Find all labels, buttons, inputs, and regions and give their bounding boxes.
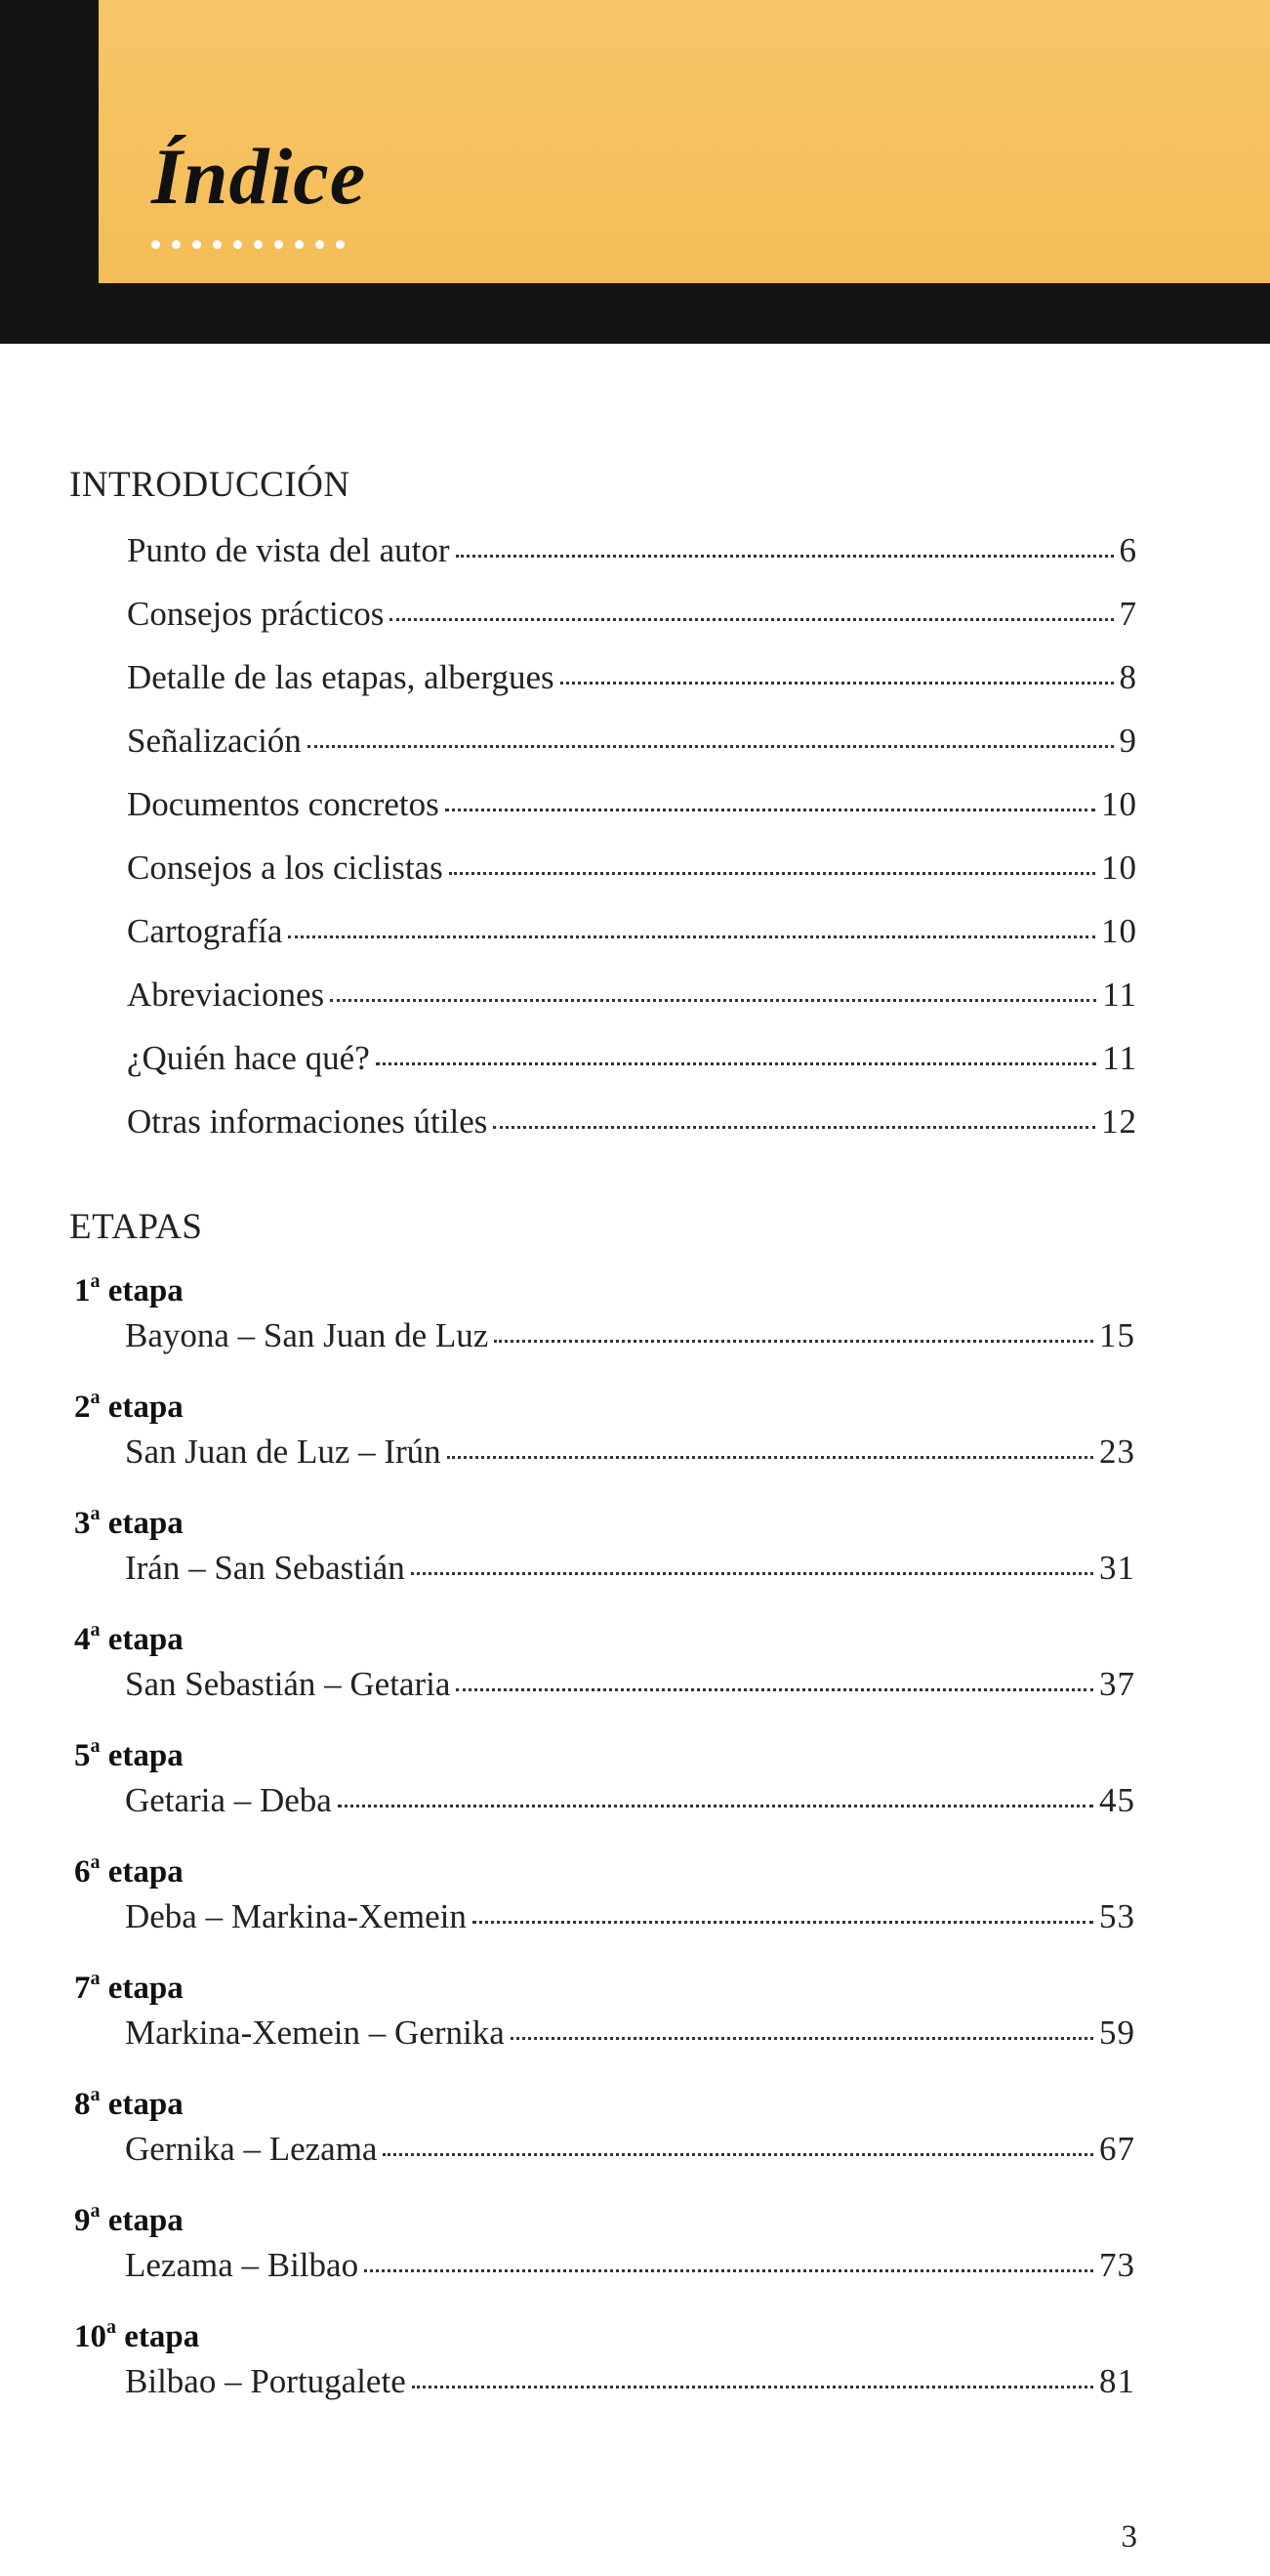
- toc-entry-label: ¿Quién hace qué?: [127, 1039, 370, 1077]
- dot-leader: [364, 2269, 1093, 2272]
- stage-heading: [74, 1504, 184, 1540]
- toc-entry-page: 10: [1101, 785, 1137, 823]
- toc-entry-page: 23: [1099, 1433, 1135, 1471]
- page-title: Índice: [151, 132, 367, 221]
- toc-entry[interactable]: [125, 2015, 1135, 2050]
- stage-route: Bilbao – Portugalete: [125, 2362, 406, 2400]
- stage-number: 10: [74, 2319, 106, 2354]
- stage-heading: [74, 1271, 184, 1308]
- stage-number: 6: [74, 1854, 91, 1890]
- dot-leader: [330, 999, 1096, 1002]
- toc-entry[interactable]: [127, 724, 1137, 758]
- stage-word: etapa: [107, 1854, 184, 1890]
- toc-entry-page: 6: [1119, 531, 1137, 569]
- toc-entry-label: Cartografía: [127, 912, 283, 950]
- stage-heading: [74, 1852, 184, 1889]
- toc-entry-page: 15: [1099, 1316, 1135, 1354]
- toc-entry-label: Consejos a los ciclistas: [127, 849, 443, 887]
- toc-entry[interactable]: [127, 914, 1137, 948]
- toc-entry-page: 11: [1102, 1039, 1137, 1077]
- dot-leader: [411, 1572, 1093, 1575]
- section-heading-introduccion: INTRODUCCIÓN: [69, 465, 350, 505]
- stage-number: 3: [74, 1506, 91, 1541]
- toc-entry[interactable]: [127, 851, 1137, 885]
- toc-entry-label: Detalle de las etapas, albergues: [127, 658, 554, 696]
- stage-word: etapa: [107, 2087, 184, 2122]
- toc-entry[interactable]: [125, 2248, 1135, 2282]
- dot-leader: [456, 555, 1114, 558]
- toc-entry-page: 67: [1099, 2130, 1135, 2168]
- toc-entry[interactable]: [127, 660, 1137, 694]
- stage-heading: [74, 1969, 184, 2005]
- page-number: 3: [1121, 2519, 1137, 2555]
- stage-word: etapa: [107, 1506, 184, 1541]
- stage-word: etapa: [107, 1390, 184, 1425]
- toc-entry-page: 37: [1099, 1665, 1135, 1703]
- stage-number: 2: [74, 1390, 91, 1425]
- toc-entry-page: 59: [1099, 2014, 1135, 2052]
- ordinal-indicator: a: [90, 1735, 101, 1757]
- stage-heading: [74, 1388, 184, 1424]
- toc-entry[interactable]: [125, 1434, 1135, 1469]
- stage-word: etapa: [107, 1622, 184, 1657]
- stage-route: Bayona – San Juan de Luz: [125, 1316, 489, 1354]
- stage-route: Markina-Xemein – Gernika: [125, 2014, 505, 2052]
- toc-entry-page: 8: [1119, 658, 1137, 696]
- stage-number: 1: [74, 1273, 91, 1309]
- stage-route: Irán – San Sebastián: [125, 1549, 405, 1587]
- dot-leader: [449, 872, 1095, 875]
- dot-leader: [445, 809, 1095, 811]
- toc-entry[interactable]: [127, 1104, 1137, 1139]
- ordinal-indicator: a: [90, 2200, 101, 2222]
- dot-leader: [511, 2037, 1093, 2040]
- toc-entry[interactable]: [127, 977, 1137, 1012]
- stage-heading: [74, 1620, 184, 1656]
- toc-entry[interactable]: [125, 1783, 1135, 1817]
- dot-leader: [447, 1456, 1093, 1459]
- stage-route: Gernika – Lezama: [125, 2130, 378, 2168]
- toc-entry[interactable]: [127, 1041, 1137, 1075]
- stage-heading: [74, 2317, 199, 2353]
- toc-entry[interactable]: [125, 1318, 1135, 1352]
- toc-entry-label: Señalización: [127, 722, 302, 760]
- dot-leader: [307, 745, 1114, 748]
- toc-entry-label: Punto de vista del autor: [127, 531, 450, 569]
- stage-word: etapa: [107, 1273, 184, 1309]
- dot-leader: [376, 1062, 1097, 1065]
- stage-word: etapa: [107, 1738, 184, 1773]
- toc-entry[interactable]: [127, 597, 1137, 631]
- toc-entry-page: 10: [1101, 849, 1137, 887]
- stage-heading: [74, 2201, 184, 2237]
- ordinal-indicator: a: [90, 1619, 101, 1641]
- toc-entry[interactable]: [127, 787, 1137, 821]
- toc-entry[interactable]: [125, 1551, 1135, 1585]
- toc-entry-page: 53: [1099, 1897, 1135, 1935]
- toc-entry-page: 11: [1102, 976, 1137, 1014]
- stage-number: 9: [74, 2203, 91, 2238]
- toc-entry[interactable]: [127, 533, 1137, 567]
- dot-leader: [383, 2153, 1093, 2156]
- ordinal-indicator: a: [106, 2316, 116, 2338]
- toc-entry[interactable]: [125, 1667, 1135, 1701]
- stage-word: etapa: [124, 2319, 200, 2354]
- stage-route: San Juan de Luz – Irún: [125, 1433, 441, 1471]
- ordinal-indicator: a: [90, 1270, 101, 1292]
- stage-heading: [74, 2085, 184, 2121]
- ordinal-indicator: a: [90, 1968, 101, 1989]
- ordinal-indicator: a: [90, 1851, 101, 1873]
- toc-entry-page: 12: [1101, 1102, 1137, 1141]
- dot-leader: [412, 2386, 1093, 2389]
- stage-number: 4: [74, 1622, 91, 1657]
- toc-entry-label: Documentos concretos: [127, 785, 439, 823]
- toc-entry-label: Otras informaciones útiles: [127, 1102, 488, 1141]
- dot-leader: [472, 1921, 1093, 1924]
- dot-leader: [493, 1126, 1095, 1129]
- ordinal-indicator: a: [90, 1503, 101, 1524]
- stage-route: Deba – Markina-Xemein: [125, 1897, 467, 1935]
- stage-route: San Sebastián – Getaria: [125, 1665, 451, 1703]
- stage-heading: [74, 1736, 184, 1772]
- ordinal-indicator: a: [90, 2084, 101, 2105]
- dot-leader: [338, 1805, 1093, 1807]
- toc-entry-label: Abreviaciones: [127, 976, 325, 1014]
- dot-leader: [456, 1688, 1093, 1691]
- dot-leader: [560, 682, 1114, 685]
- toc-entry-page: 45: [1099, 1781, 1135, 1819]
- toc-entry-page: 7: [1119, 595, 1137, 633]
- toc-entry[interactable]: [125, 2364, 1135, 2398]
- toc-entry-page: 81: [1099, 2362, 1135, 2400]
- stage-number: 5: [74, 1738, 91, 1773]
- dot-leader: [494, 1340, 1093, 1343]
- toc-entry-label: Consejos prácticos: [127, 595, 385, 633]
- toc-entry-page: 10: [1101, 912, 1137, 950]
- toc-entry-page: 31: [1099, 1549, 1135, 1587]
- stage-word: etapa: [107, 1971, 184, 2006]
- stage-route: Getaria – Deba: [125, 1781, 332, 1819]
- toc-entry[interactable]: [125, 2132, 1135, 2166]
- toc-entry-page: 9: [1119, 722, 1137, 760]
- stage-word: etapa: [107, 2203, 184, 2238]
- toc-entry[interactable]: [125, 1899, 1135, 1933]
- stage-number: 7: [74, 1971, 91, 2006]
- toc-entry-page: 73: [1099, 2246, 1135, 2284]
- stage-number: 8: [74, 2087, 91, 2122]
- ordinal-indicator: a: [90, 1387, 101, 1408]
- section-heading-etapas: ETAPAS: [69, 1207, 203, 1247]
- stage-route: Lezama – Bilbao: [125, 2246, 359, 2284]
- dot-leader: [288, 935, 1095, 938]
- dot-leader: [389, 618, 1113, 621]
